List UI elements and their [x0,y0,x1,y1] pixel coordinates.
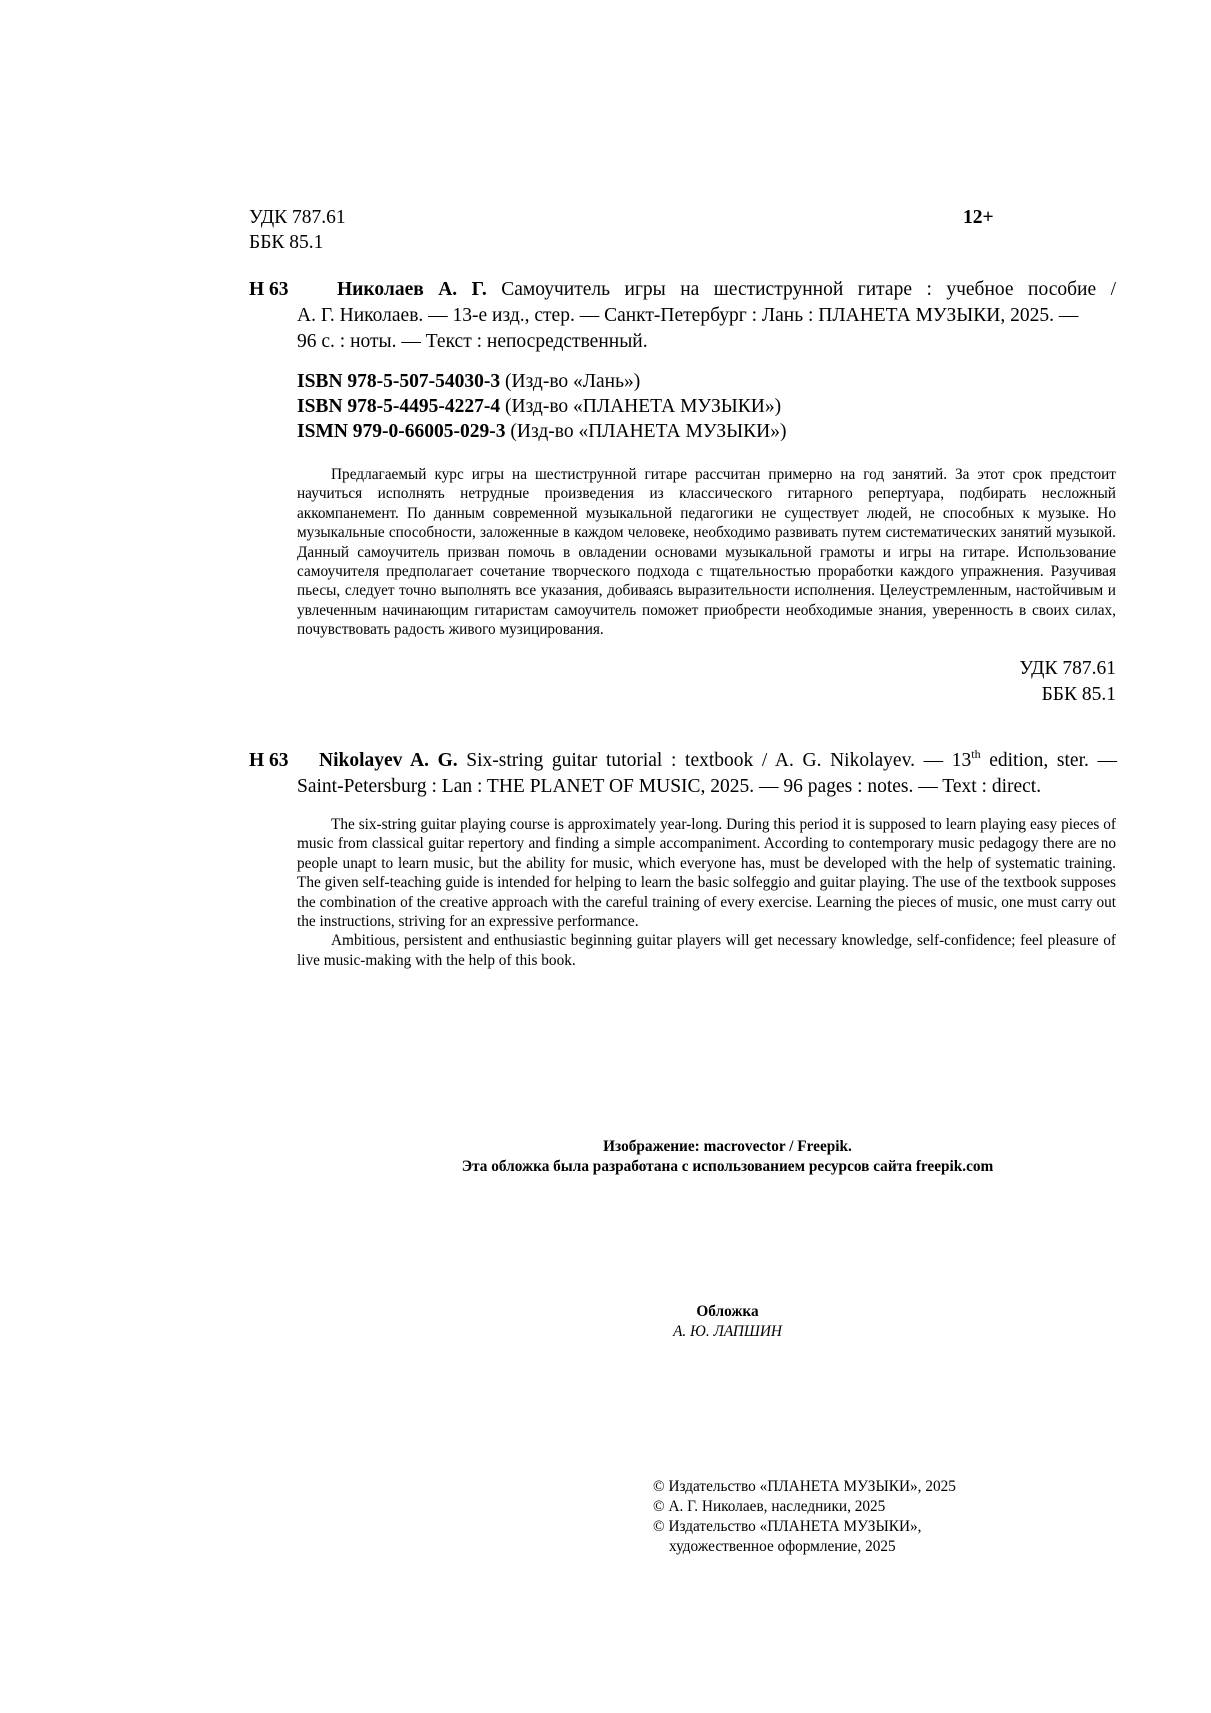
cover-designer: А. Ю. ЛАПШИН [673,1323,782,1340]
cover-label: Обложка [696,1303,759,1320]
isbn-publisher: (Изд-во «Лань») [500,371,641,392]
abstract-ru: Предлагаемый курс игры на шестиструнной гитаре рассчитан примерно на год занятий. За этот срок предстоит научиться исполнять нетрудные произведения из классического гитарного репертуара, подбирать несложный аккомпанемент. По данным современной музыкальной педагогики не существует людей, не способных к музыке. Но музыкальные способности, заложенные в каждом человеке, необходимо развивать путем систематических занятий музыкой. Данный самоучитель призван помочь в овладении основами музыкальной грамоты и игры на гитаре. Использование самоучителя предполагает сочетание творческого подхода с тщательностью проработки каждого упражнения. Разучивая пьесы, следует точно выполнять все указания, добиваясь выразительности исполнения. Целеустремленным, настойчивым и увлеченным начинающим гитаристам самоучитель поможет приобрести необходимые знания, уверенность в своих силах, почувствовать радость живого музицирования. [297,466,1116,639]
record-ru-line3: 96 с. : ноты. — Текст : непосредственный. [297,331,648,352]
copyright-line: © Издательство «ПЛАНЕТА МУЗЫКИ», 2025 [653,1478,956,1495]
image-credit-line: Эта обложка была разработана с использованием ресурсов сайта freepik.com [461,1158,994,1175]
record-ru-line2: А. Г. Николаев. — 13-е изд., стер. — Санкт-Петербург : Лань : ПЛАНЕТА МУЗЫКИ, 2025. — [297,305,1079,326]
image-credit-line: Изображение: macrovector / Freepik. [603,1138,852,1155]
record-en-line1 [319,748,1117,774]
copyright-line: © А. Г. Николаев, наследники, 2025 [653,1498,886,1515]
record-ru-line1 [337,277,1116,303]
ismn-publisher: (Изд-во «ПЛАНЕТА МУЗЫКИ») [505,421,787,442]
record-en-line2: Saint-Petersburg : Lan : THE PLANET OF MUSIC, 2025. — 96 pages : notes. — Text : direct. [297,776,1042,797]
abstract-en [297,815,1116,970]
bbk-code: ББК 85.1 [1041,684,1116,705]
isbn-publisher: (Изд-во «ПЛАНЕТА МУЗЫКИ») [500,396,782,417]
udk-code: УДК 787.61 [249,207,346,228]
age-rating: 12+ [963,207,994,228]
isbn-lan [297,369,786,394]
isbn-planet [297,394,786,419]
isbn-number: ISBN 978-5-4495-4227-4 [297,396,501,417]
bbk-code: ББК 85.1 [249,232,324,253]
record-en-author: Nikolayev A. G. [319,750,458,771]
record-ru-title: Самоучитель игры на шестиструнной гитаре : учебное пособие / [501,279,1116,300]
udk-code: УДК 787.61 [1019,658,1116,679]
cover-credit [0,1302,1211,1342]
isbn-number: ISBN 978-5-507-54030-3 [297,371,501,392]
image-credit [0,1137,1211,1177]
record-en [297,748,1117,800]
record-ru-code: Н 63 [249,279,289,300]
ismn-number: ISMN 979-0-66005-029-3 [297,421,506,442]
record-ru-author: Николаев А. Г. [337,279,487,300]
record-ru [297,277,1116,355]
abstract-en-paragraph: Ambitious, persistent and enthusiastic beginning guitar players will get necessary knowledge, self-confidence; feel pleasure of live music-making with the help of this book. [297,932,1116,969]
copyright-line: © Издательство «ПЛАНЕТА МУЗЫКИ», [653,1518,922,1535]
record-en-code: Н 63 [249,750,289,771]
record-en-title: Six-string guitar tutorial : textbook / A. G. Nikolayev. — 13 [466,750,972,771]
identifiers [297,369,786,444]
classification-bottom [1019,656,1116,708]
ismn-planet [297,419,786,444]
copyright-line: художественное оформление, 2025 [669,1538,896,1555]
copyright-block [653,1477,956,1557]
classification-top [249,205,346,255]
record-en-superscript: th [971,747,981,761]
record-en-edition: edition, ster. — [980,750,1118,771]
abstract-en-paragraph: The six-string guitar playing course is approximately year-long. During this period it is supposed to learn playing easy pieces of music from classical guitar repertory and finding a simple accompaniment. According to contemporary music pedagogy there are no people unapt to learn music, but the ability for music, which everyone has, must be developed with the help of systematic training. The given self-teaching guide is intended for helping to learn the basic solfeggio and guitar playing. The use of the textbook supposes the combination of the creative approach with the careful training of every exercise. Learning the pieces of music, one must carry out the instructions, striving for an expressive performance. [297,816,1116,931]
